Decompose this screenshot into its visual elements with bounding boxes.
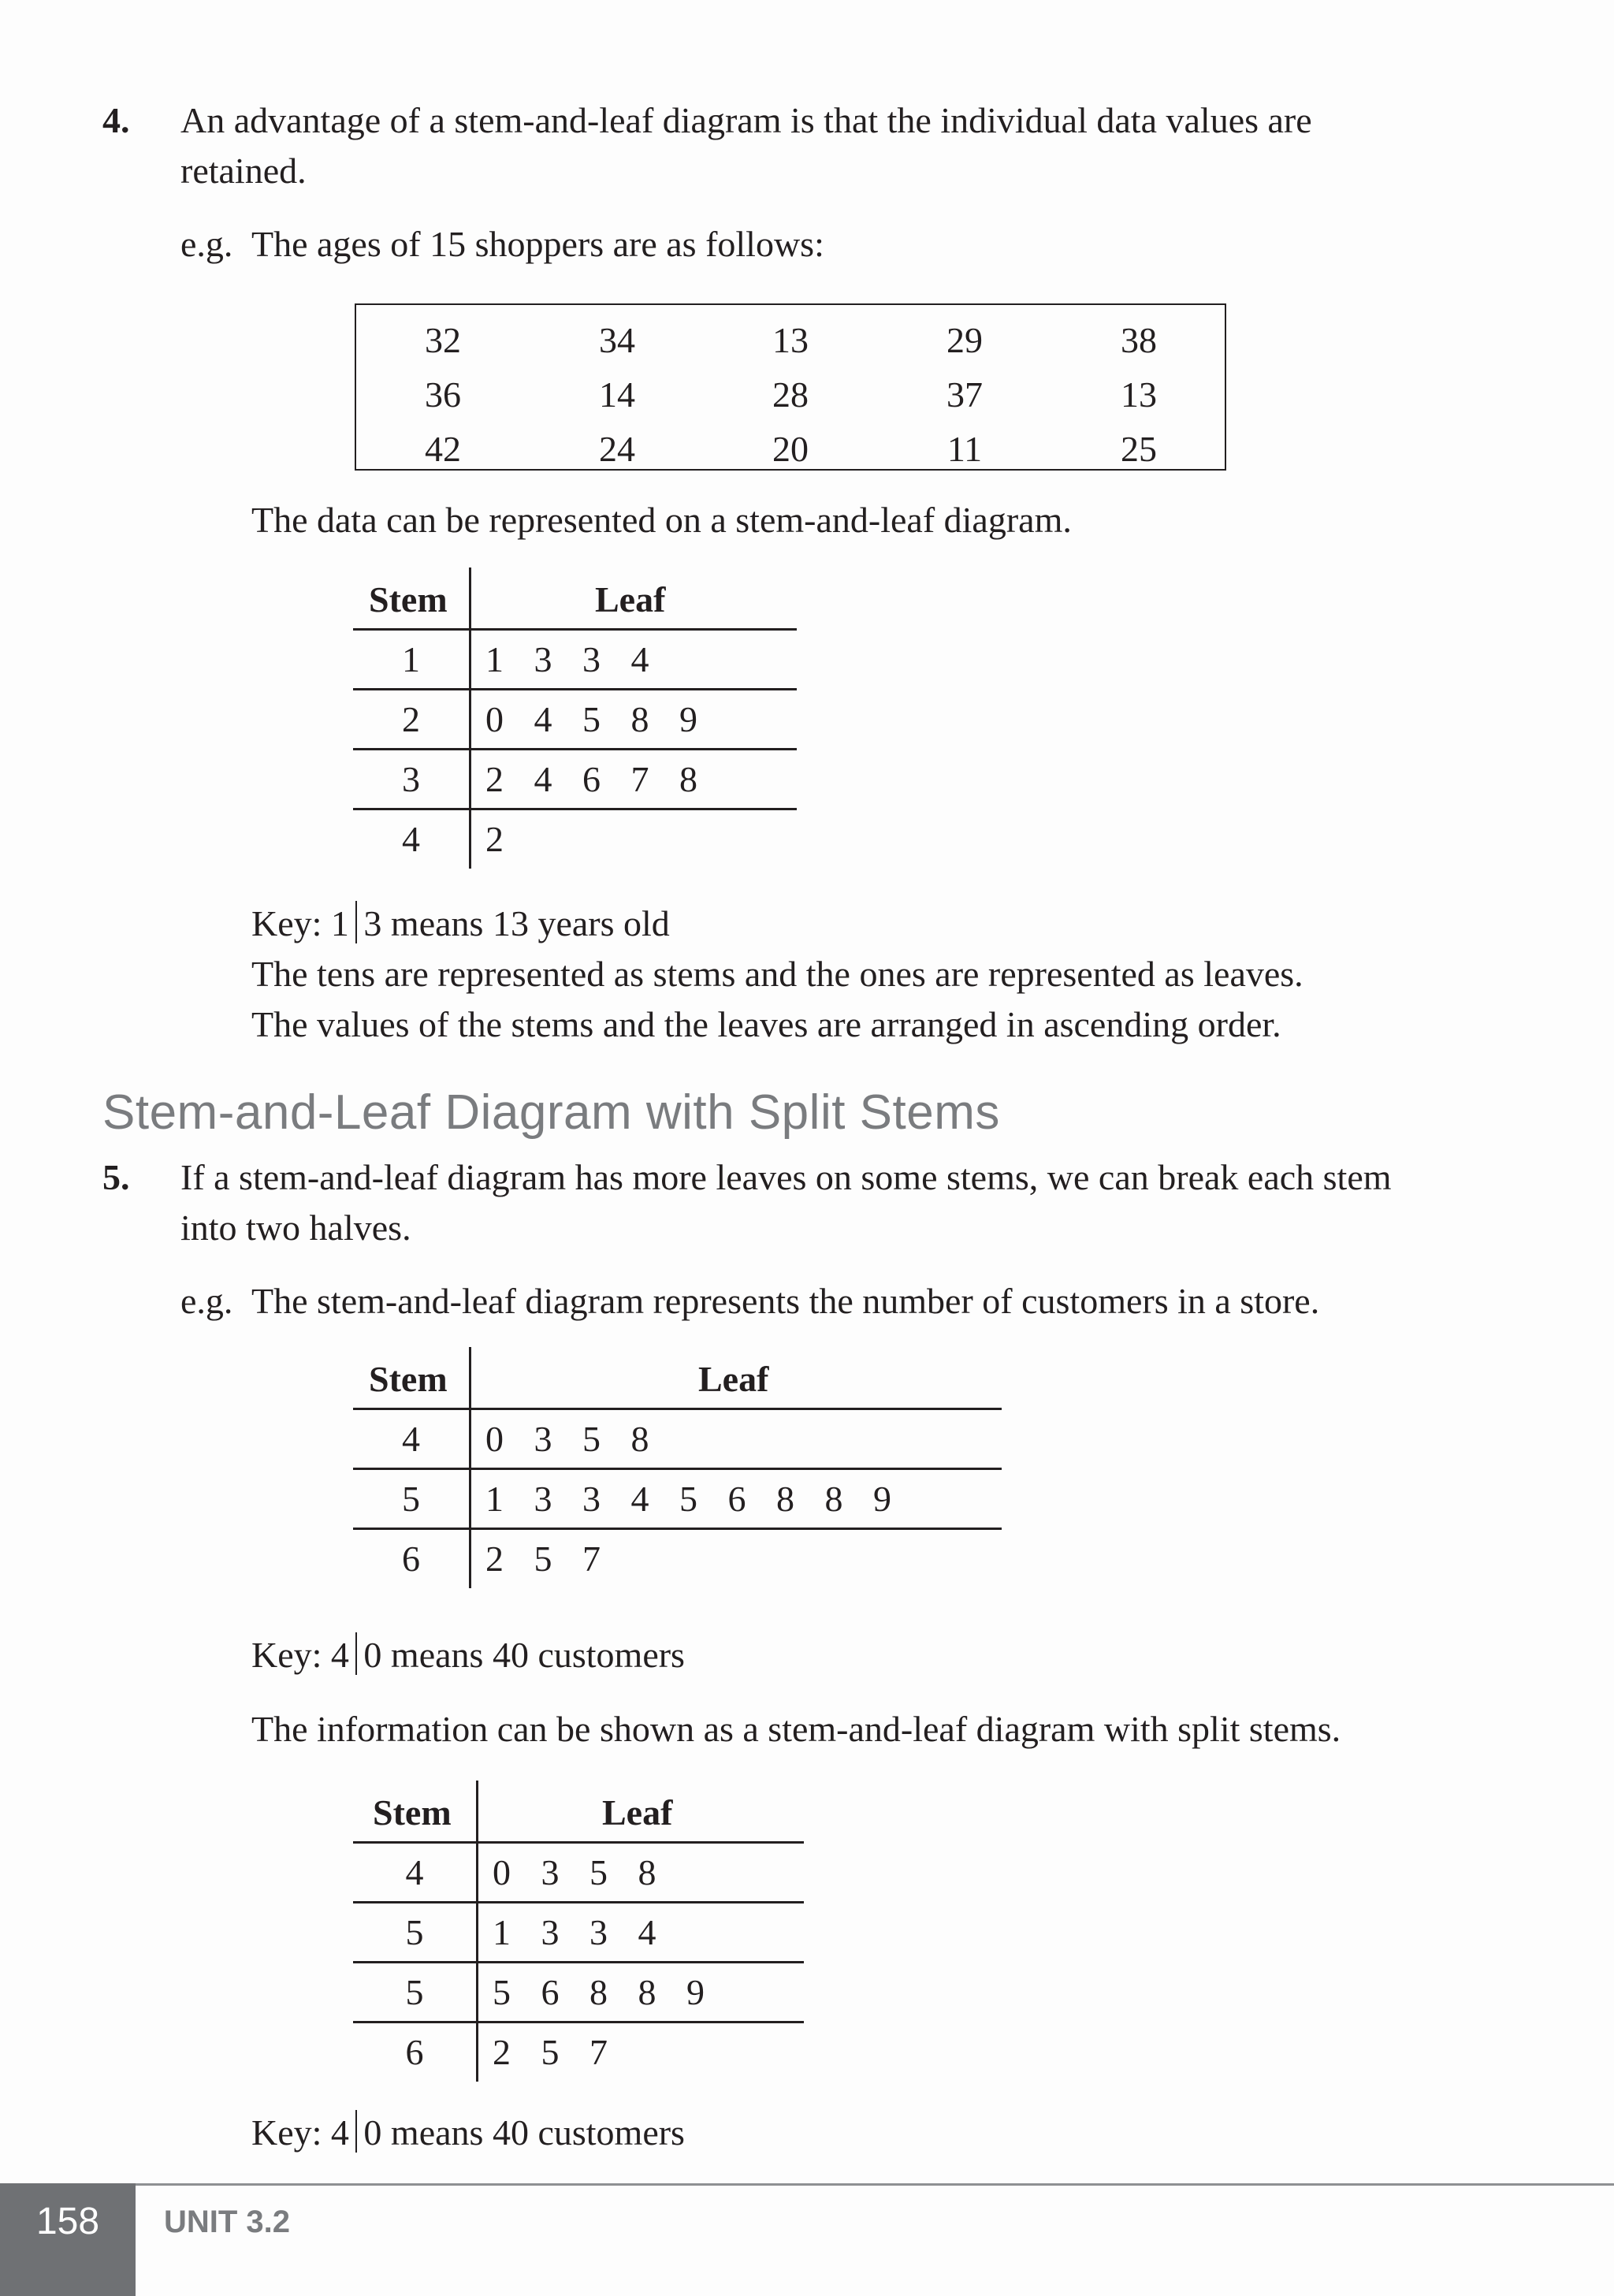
- leaf: 2: [485, 1539, 504, 1579]
- leaf: 8: [638, 1972, 656, 2012]
- leaf: 4: [534, 759, 552, 799]
- leaf: 5: [493, 1972, 511, 2012]
- stem-leaf-table-customers: [353, 1347, 1002, 1588]
- leaf: 6: [541, 1972, 560, 2012]
- ages-data-box: [355, 303, 1226, 471]
- age-value: 28: [772, 374, 809, 415]
- leaf-values: [485, 630, 679, 690]
- leaf-values: [485, 809, 534, 869]
- leaf: 4: [638, 1912, 656, 1952]
- leaf: 3: [582, 1479, 601, 1519]
- age-value: 36: [425, 374, 461, 415]
- leaf: 3: [534, 1479, 552, 1519]
- leaf: 5: [534, 1539, 552, 1579]
- leaf: 8: [630, 699, 649, 739]
- leaf-values: [485, 1469, 922, 1529]
- key-stem: Key: 4: [251, 1635, 349, 1675]
- age-value: 24: [599, 429, 635, 469]
- leaf: 8: [776, 1479, 794, 1519]
- stem-leaf-table-split: [353, 1781, 804, 2082]
- stem-value: 4: [402, 819, 420, 859]
- age-value: 20: [772, 429, 809, 469]
- key-explanation: 3 means 13 years old: [363, 903, 670, 943]
- age-value: 32: [425, 320, 461, 360]
- item-4-example-text: The ages of 15 shoppers are as follows:: [251, 224, 824, 264]
- leaf: 8: [824, 1479, 843, 1519]
- stem-value: 4: [405, 1852, 424, 1892]
- leaf: 1: [485, 1479, 504, 1519]
- leaf: 9: [686, 1972, 705, 2012]
- leaf: 3: [541, 1912, 560, 1952]
- stem-value: 5: [402, 1479, 420, 1519]
- leaf: 5: [541, 2032, 560, 2072]
- stem-value: 4: [402, 1419, 420, 1459]
- age-value: 34: [599, 320, 635, 360]
- split-stems-text: The information can be shown as a stem-and-leaf diagram with split stems.: [251, 1709, 1341, 1749]
- leaf-values: [485, 1409, 679, 1469]
- leaf: 7: [589, 2032, 608, 2072]
- key-divider: [355, 2110, 358, 2153]
- stem-value: 6: [405, 2032, 424, 2072]
- leaf: 8: [638, 1852, 656, 1892]
- footer-rule: [136, 2183, 1614, 2186]
- leaf: 9: [873, 1479, 891, 1519]
- represent-text: The data can be represented on a stem-and-leaf diagram.: [251, 500, 1072, 540]
- stem-value: 5: [405, 1912, 424, 1952]
- stem-value: 6: [402, 1539, 420, 1579]
- key-customers: [251, 1630, 685, 1680]
- item-5-number: 5.: [102, 1157, 130, 1197]
- leaf: 8: [589, 1972, 608, 2012]
- leaf-values: [485, 750, 728, 809]
- leaf-values: [493, 1903, 686, 1963]
- leaf-values: [493, 1963, 735, 2022]
- age-value: 14: [599, 374, 635, 415]
- item-4-example-prefix: e.g.: [180, 224, 233, 264]
- leaf-header: Leaf: [698, 1359, 769, 1399]
- key-explanation: 0 means 40 customers: [363, 2112, 685, 2153]
- leaf: 0: [485, 1419, 504, 1459]
- leaf: 3: [589, 1912, 608, 1952]
- item-4-number: 4.: [102, 100, 130, 140]
- leaf: 3: [541, 1852, 560, 1892]
- leaf: 5: [679, 1479, 697, 1519]
- leaf: 1: [493, 1912, 511, 1952]
- stem-divider: [476, 1781, 478, 2082]
- leaf-header: Leaf: [595, 579, 666, 620]
- leaf: 7: [582, 1539, 601, 1579]
- leaf: 5: [582, 1419, 601, 1459]
- age-value: 37: [946, 374, 983, 415]
- age-value: 29: [946, 320, 983, 360]
- age-value: 42: [425, 429, 461, 469]
- unit-label: UNIT 3.2: [164, 2205, 291, 2239]
- leaf: 1: [485, 639, 504, 679]
- leaf: 0: [485, 699, 504, 739]
- leaf-header: Leaf: [602, 1792, 673, 1833]
- key-explanation: 0 means 40 customers: [363, 1635, 685, 1675]
- page-number: 158: [35, 2201, 100, 2242]
- leaf: 8: [630, 1419, 649, 1459]
- stem-value: 5: [405, 1972, 424, 2012]
- leaf: 2: [493, 2032, 511, 2072]
- leaf: 0: [493, 1852, 511, 1892]
- key-divider: [355, 1632, 358, 1675]
- note-tens: The tens are represented as stems and the ones are represented as leaves.: [251, 954, 1303, 994]
- leaf: 6: [727, 1479, 746, 1519]
- stem-header: Stem: [373, 1792, 452, 1833]
- leaf-values: [485, 1529, 631, 1589]
- leaf: 7: [630, 759, 649, 799]
- leaf: 2: [485, 759, 504, 799]
- leaf-values: [485, 690, 728, 750]
- item-4-line-2: retained.: [180, 151, 307, 191]
- leaf: 3: [582, 639, 601, 679]
- item-4-line-1: An advantage of a stem-and-leaf diagram is that the individual data values are: [180, 100, 1312, 140]
- leaf: 8: [679, 759, 697, 799]
- stem-value: 1: [402, 639, 420, 679]
- leaf: 5: [582, 699, 601, 739]
- leaf-values: [493, 1843, 686, 1903]
- stem-value: 2: [402, 699, 420, 739]
- key-stem: Key: 1: [251, 903, 349, 943]
- key-split: [251, 2108, 685, 2158]
- leaf: 5: [589, 1852, 608, 1892]
- stem-leaf-table-ages: [353, 567, 797, 869]
- age-value: 25: [1121, 429, 1157, 469]
- stem-header: Stem: [369, 579, 448, 620]
- leaf: 3: [534, 639, 552, 679]
- leaf: 9: [679, 699, 697, 739]
- key-stem: Key: 4: [251, 2112, 349, 2153]
- leaf: 4: [534, 699, 552, 739]
- age-value: 13: [772, 320, 809, 360]
- age-value: 11: [946, 429, 983, 469]
- age-value: 13: [1121, 374, 1157, 415]
- key-ages: [251, 899, 670, 949]
- age-value: 38: [1121, 320, 1157, 360]
- leaf: 2: [485, 819, 504, 859]
- stem-divider: [469, 567, 471, 869]
- section-heading: Stem-and-Leaf Diagram with Split Stems: [102, 1085, 1000, 1140]
- item-5-line-1: If a stem-and-leaf diagram has more leaves on some stems, we can break each stem: [180, 1157, 1392, 1197]
- item-5-example-text: The stem-and-leaf diagram represents the number of customers in a store.: [251, 1281, 1320, 1321]
- item-5-example-prefix: e.g.: [180, 1281, 233, 1321]
- leaf: 4: [630, 1479, 649, 1519]
- key-divider: [355, 901, 358, 943]
- note-ascending: The values of the stems and the leaves are arranged in ascending order.: [251, 1004, 1281, 1044]
- stem-value: 3: [402, 759, 420, 799]
- leaf: 6: [582, 759, 601, 799]
- leaf: 4: [630, 639, 649, 679]
- leaf: 3: [534, 1419, 552, 1459]
- leaf-values: [493, 2022, 638, 2082]
- item-5-line-2: into two halves.: [180, 1208, 411, 1248]
- stem-header: Stem: [369, 1359, 448, 1399]
